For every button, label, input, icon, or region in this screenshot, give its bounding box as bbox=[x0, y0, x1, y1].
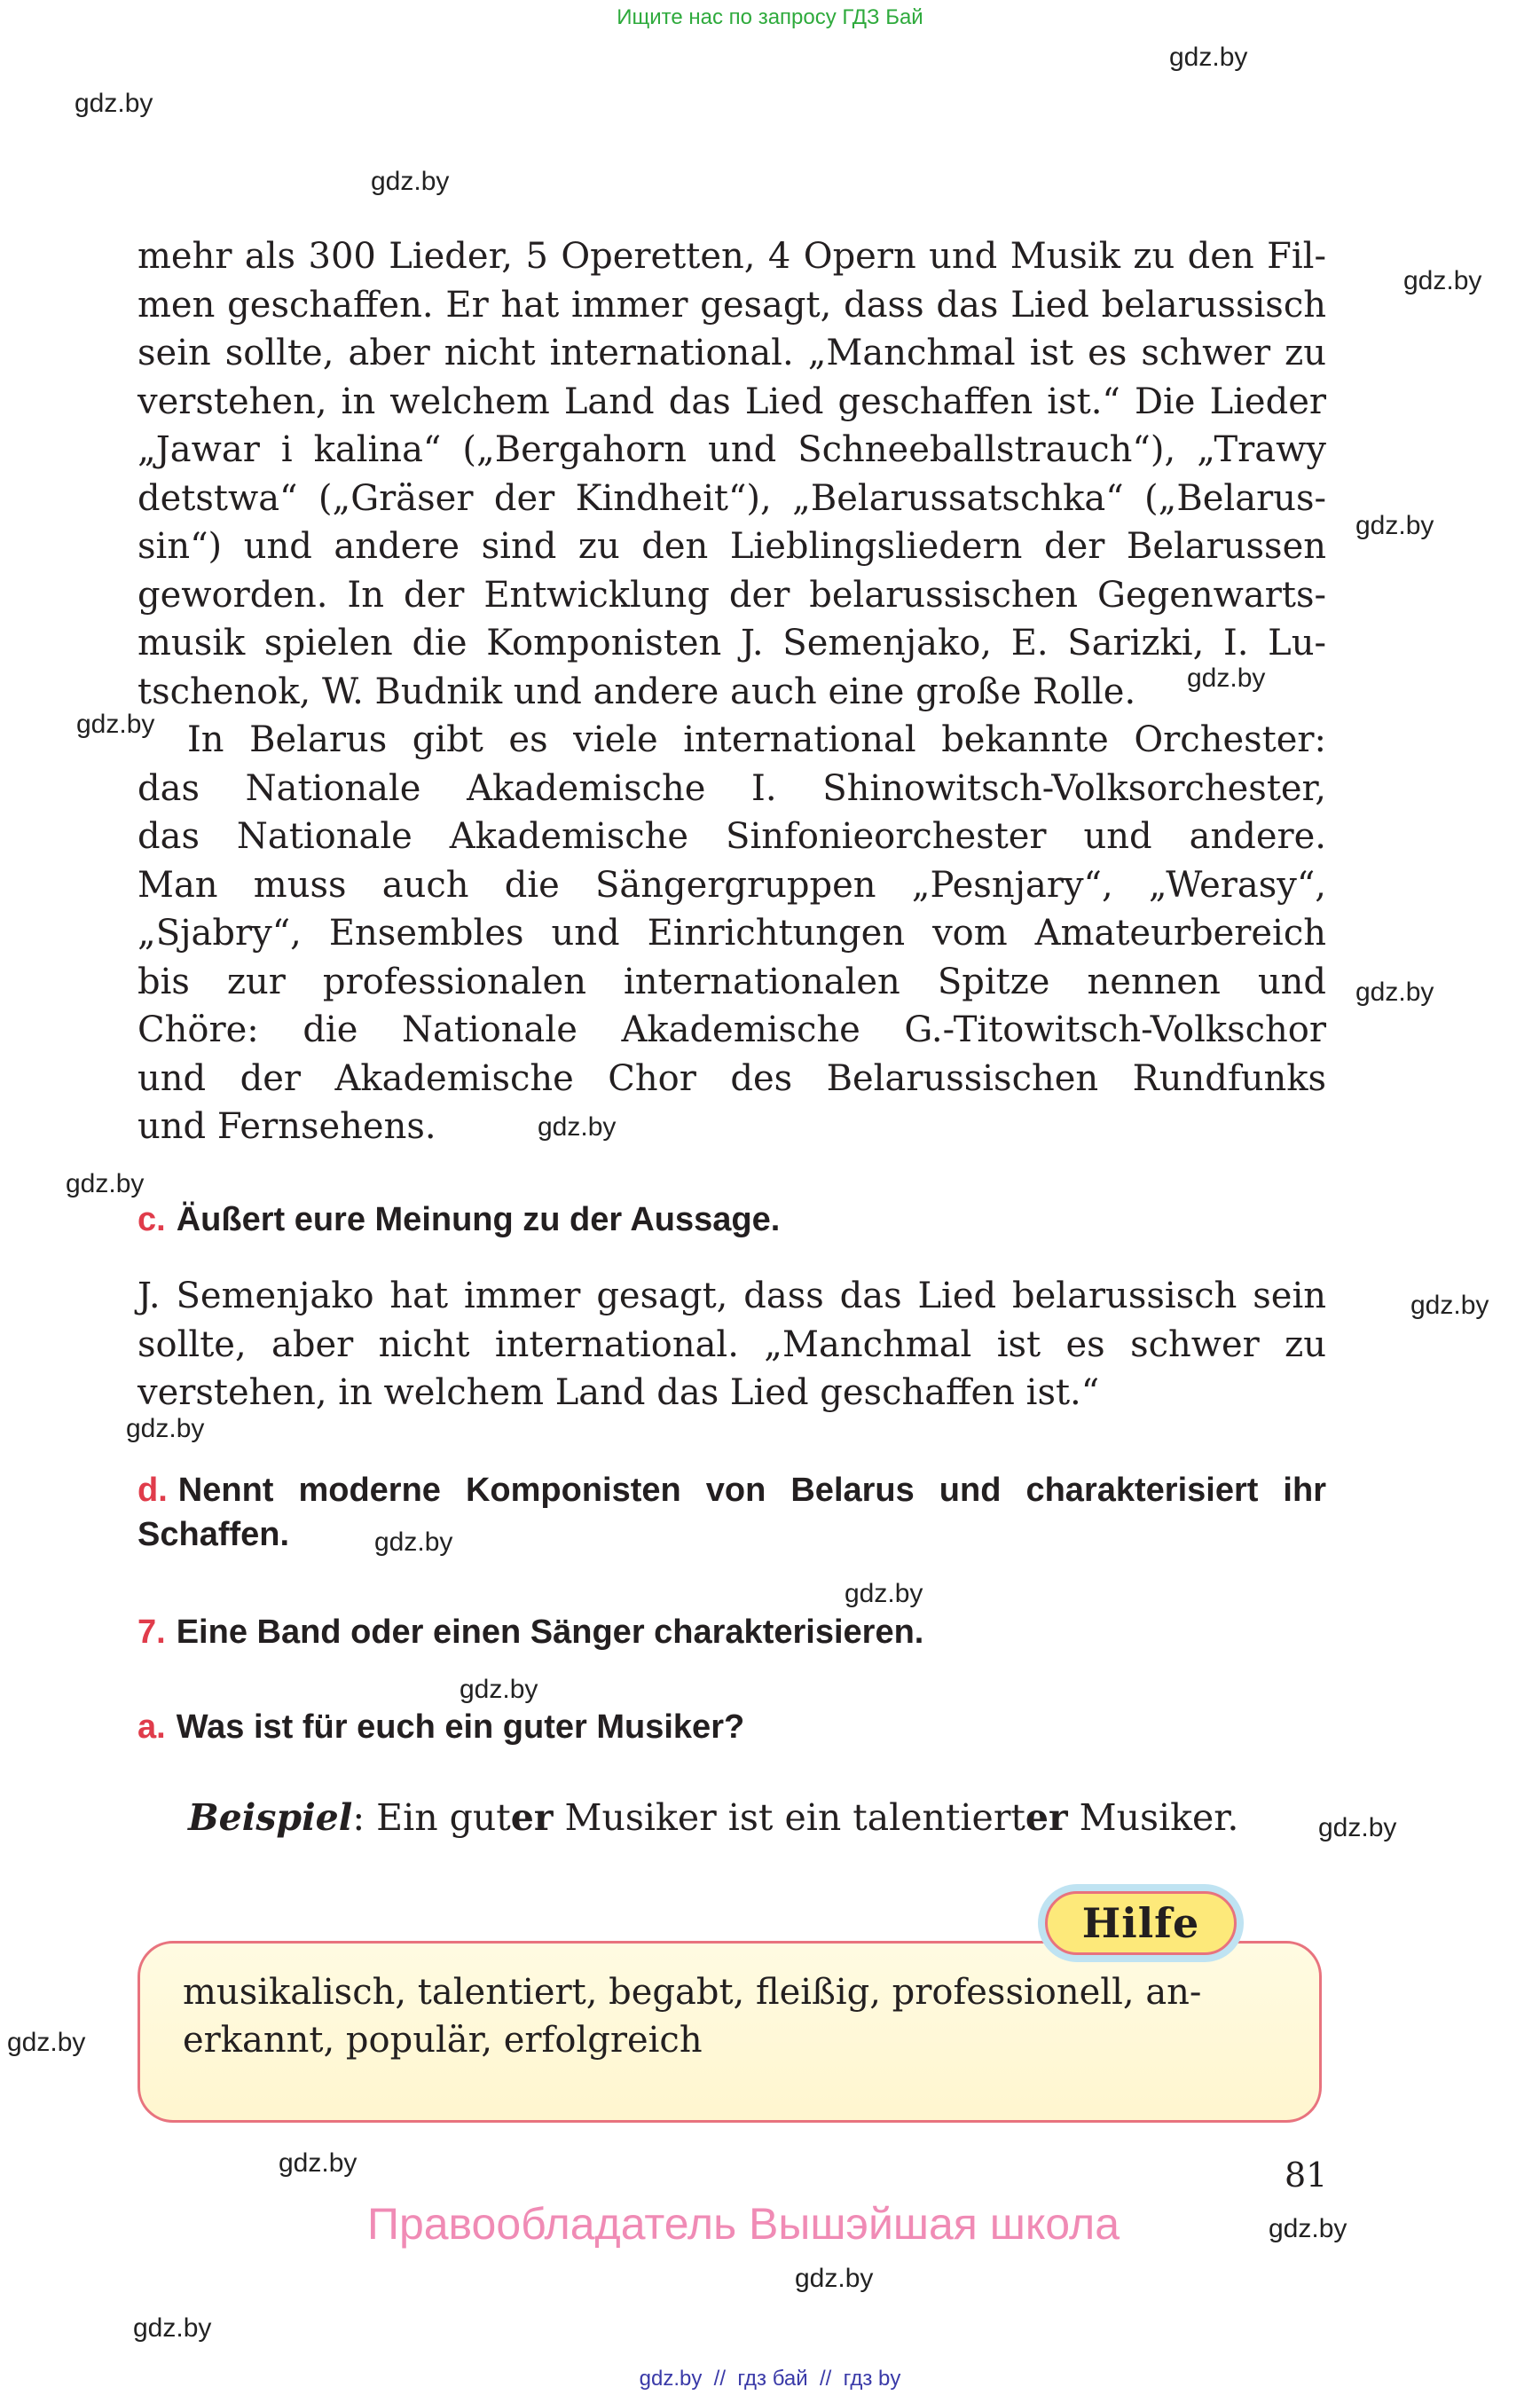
task-number: d. bbox=[138, 1472, 168, 1509]
text-line: das Nationale Akademische I. Shinowitsch-Volksorchester, bbox=[138, 767, 1326, 809]
task-text: Nennt moderne Komponisten von Belarus und charakterisiert ihr Schaffen. bbox=[138, 1472, 1326, 1553]
text-line: mehr als 300 Lieder, 5 Operetten, 4 Opern und Musik zu den Fil- bbox=[138, 236, 1326, 277]
text-line: In Belarus gibt es viele international bekannte Orchester: bbox=[187, 719, 1326, 760]
text-line: verstehen, in welchem Land das Lied geschaffen ist.“ bbox=[138, 1372, 1100, 1413]
paragraph-2 bbox=[138, 716, 1326, 1151]
text-line: sollte, aber nicht international. „Manchmal ist es schwer zu bbox=[138, 1323, 1326, 1365]
watermark: gdz.by bbox=[538, 1112, 617, 1142]
watermark: gdz.by bbox=[7, 2028, 86, 2057]
text-line: detstwa“ („Gräser der Kindheit“), „Belarussatschka“ („Belarus- bbox=[138, 477, 1326, 519]
help-box bbox=[138, 1941, 1322, 2123]
footer-links[interactable]: gdz.by // гдз бай // гдз by bbox=[639, 2367, 901, 2391]
top-note: Ищите нас по запросу ГДЗ Бай bbox=[617, 5, 923, 29]
task-text: Eine Band oder einen Sänger charakterisieren. bbox=[176, 1614, 924, 1651]
text-line: und Fernsehens. bbox=[138, 1106, 436, 1147]
task-7 bbox=[138, 1610, 1344, 1654]
watermark: gdz.by bbox=[1269, 2214, 1348, 2243]
text-line: tschenok, W. Budnik und andere auch eine große Rolle. bbox=[138, 671, 1136, 712]
text-line: das Nationale Akademische Sinfonieorchester und andere. bbox=[138, 816, 1326, 857]
watermark: gdz.by bbox=[76, 710, 155, 739]
watermark: gdz.by bbox=[66, 1169, 145, 1198]
watermark: gdz.by bbox=[1355, 511, 1434, 540]
watermark: gdz.by bbox=[1355, 978, 1434, 1007]
text-line: musikalisch, talentiert, begabt, fleißig, professionell, an- bbox=[183, 1972, 1202, 2013]
example-label: Beispiel bbox=[188, 1796, 353, 1839]
text-line: „Sjabry“, Ensembles und Einrichtungen vom Amateurbereich bbox=[138, 913, 1326, 954]
watermark: gdz.by bbox=[126, 1414, 205, 1443]
watermark: gdz.by bbox=[133, 2313, 212, 2343]
example-text: Musiker. bbox=[1067, 1796, 1239, 1839]
watermark: gdz.by bbox=[1187, 664, 1266, 693]
task-number: c. bbox=[138, 1201, 166, 1238]
text-line: men geschaffen. Er hat immer gesagt, dass das Lied belarussisch bbox=[138, 284, 1326, 326]
text-line: Man muss auch die Sängergruppen „Pesnjary“, „Werasy“, bbox=[138, 864, 1326, 906]
text-line: bis zur professionalen internationalen Spitze nennen und bbox=[138, 961, 1326, 1002]
watermark: gdz.by bbox=[279, 2148, 358, 2178]
watermark: gdz.by bbox=[1403, 266, 1482, 295]
task-a bbox=[138, 1705, 1344, 1749]
help-text bbox=[183, 1968, 1283, 2064]
watermark: gdz.by bbox=[845, 1579, 923, 1608]
task-text: Was ist für euch ein guter Musiker? bbox=[176, 1708, 745, 1746]
task-d bbox=[138, 1468, 1326, 1557]
paragraph-1 bbox=[138, 232, 1326, 716]
example-text: : Ein gut bbox=[352, 1796, 511, 1839]
text-line: Chöre: die Nationale Akademische G.-Titowitsch-Volkschor bbox=[138, 1009, 1326, 1050]
task-number: 7. bbox=[138, 1614, 166, 1651]
task-number: a. bbox=[138, 1708, 166, 1746]
help-badge-label: Hilfe bbox=[1045, 1891, 1237, 1955]
watermark: gdz.by bbox=[795, 2264, 874, 2293]
text-line: geworden. In der Entwicklung der belarussischen Gegenwarts- bbox=[138, 574, 1326, 616]
text-line: musik spielen die Komponisten J. Semenjako, E. Sarizki, I. Lu- bbox=[138, 623, 1326, 664]
watermark: gdz.by bbox=[75, 89, 153, 118]
watermark: gdz.by bbox=[371, 167, 450, 196]
text-line: erkannt, populär, erfolgreich bbox=[183, 2020, 703, 2061]
task-text: Äußert eure Meinung zu der Aussage. bbox=[176, 1201, 781, 1238]
watermark: gdz.by bbox=[1169, 43, 1248, 72]
watermark: gdz.by bbox=[460, 1675, 538, 1704]
adjective-ending: er bbox=[510, 1796, 554, 1839]
text-line: sin“) und andere sind zu den Lieblingsliedern der Belarussen bbox=[138, 526, 1326, 567]
task-c bbox=[138, 1198, 1344, 1242]
help-badge bbox=[1038, 1884, 1244, 1962]
text-line: und der Akademische Chor des Belarussischen Rundfunks bbox=[138, 1057, 1326, 1099]
adjective-ending: er bbox=[1025, 1796, 1068, 1839]
example-sentence bbox=[188, 1796, 1238, 1839]
quote bbox=[138, 1272, 1326, 1417]
text-line: „Jawar i kalina“ („Bergahorn und Schneeballstrauch“), „Trawy bbox=[138, 429, 1326, 470]
watermark: gdz.by bbox=[1318, 1813, 1397, 1842]
watermark: gdz.by bbox=[1410, 1291, 1489, 1320]
text-line: sein sollte, aber nicht international. „Manchmal ist es schwer zu bbox=[138, 333, 1326, 373]
page-number: 81 bbox=[1285, 2156, 1328, 2195]
example-text: Musiker ist ein talentiert bbox=[553, 1796, 1025, 1839]
text-line: J. Semenjako hat immer gesagt, dass das Lied belarussisch sein bbox=[138, 1276, 1326, 1316]
text-line: verstehen, in welchem Land das Lied geschaffen ist.“ Die Lieder bbox=[138, 381, 1326, 422]
copyright-notice: Правообладатель Вышэйшая школа bbox=[367, 2199, 1120, 2249]
watermark: gdz.by bbox=[374, 1527, 453, 1557]
